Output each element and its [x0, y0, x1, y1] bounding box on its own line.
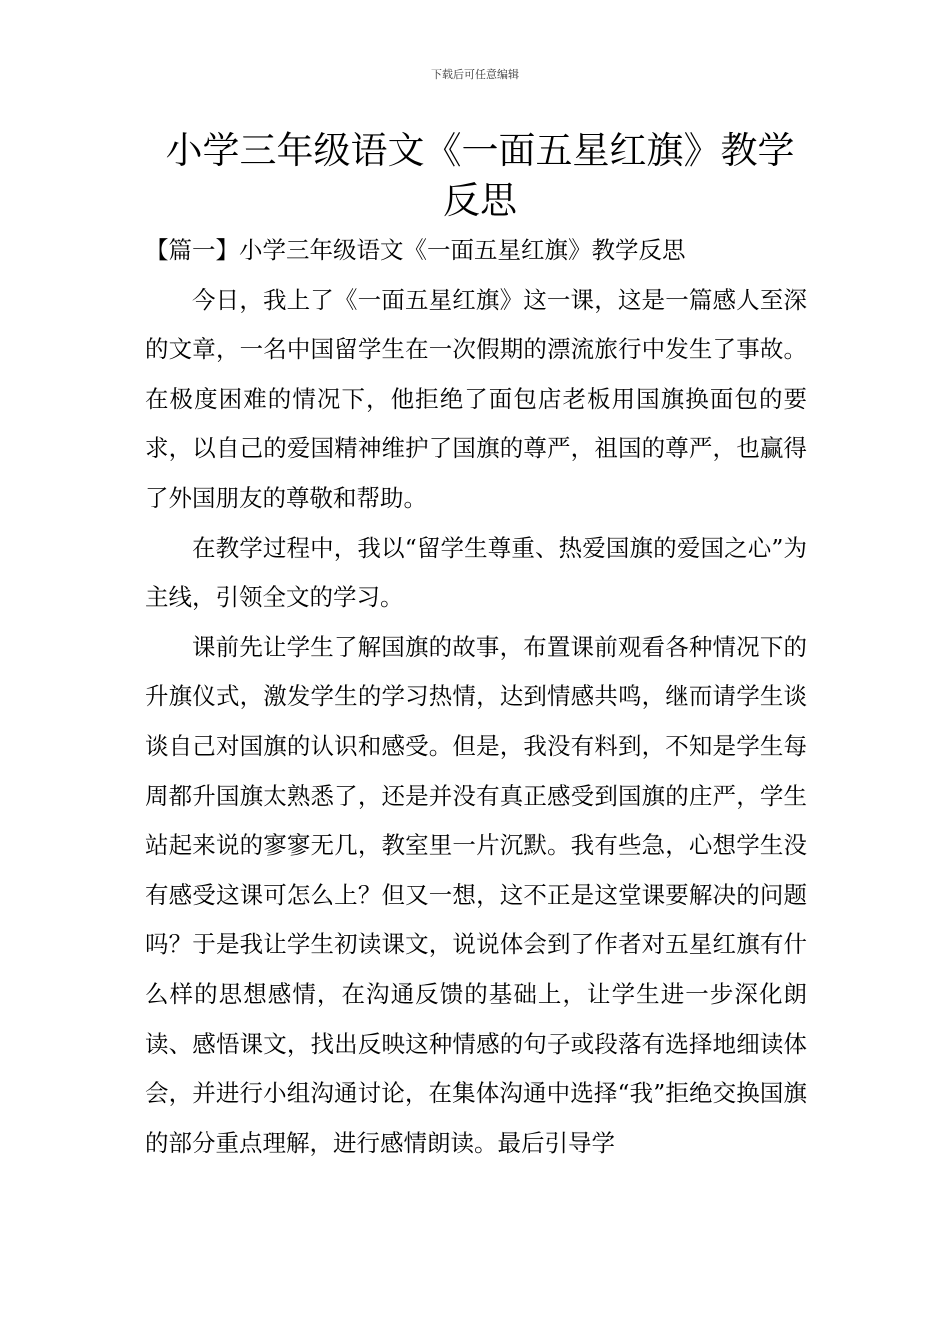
paragraph-1: 今日，我上了《一面五星红旗》这一课，这是一篇感人至深的文章，一名中国留学生在一次假期的漂流旅行中发生了事故。在极度困难的情况下，他拒绝了面包店老板用国旗换面包的要求，以自己的爱国精神维护了国旗的尊严，祖国的尊严，也赢得了外国朋友的尊敬和帮助。 [145, 285, 807, 512]
section-heading: 【篇一】小学三年级语文《一面五星红旗》教学反思 [145, 236, 686, 264]
document-title: 小学三年级语文《一面五星红旗》教学反思 [165, 129, 795, 222]
paragraph-2: 在教学过程中，我以“留学生尊重、热爱国旗的爱国之心”为主线，引领全文的学习。 [145, 533, 807, 612]
paragraph-3: 课前先让学生了解国旗的故事，布置课前观看各种情况下的升旗仪式，激发学生的学习热情，达到情感共鸣，继而请学生谈谈自己对国旗的认识和感受。但是，我没有料到，不知是学生每周都升国旗太熟悉了，还是并没有真正感受到国旗的庄严，学生站起来说的寥寥无几，教室里一片沉默。我有些急，心想学生没有感受这课可怎么上？但又一想，这不正是这堂课要解决的问题吗？于是我让学生初读课文，说说体会到了作者对五星红旗有什么样的思想感情，在沟通反馈的基础上，让学生进一步深化朗读、感悟课文，找出反映这种情感的句子或段落有选择地细读体会，并进行小组沟通讨论，在集体沟通中选择“我”拒绝交换国旗的部分重点理解，进行感情朗读。最后引导学 [145, 632, 807, 1157]
page-header-note: 下载后可任意编辑 [431, 68, 519, 81]
document-body [145, 226, 807, 1168]
